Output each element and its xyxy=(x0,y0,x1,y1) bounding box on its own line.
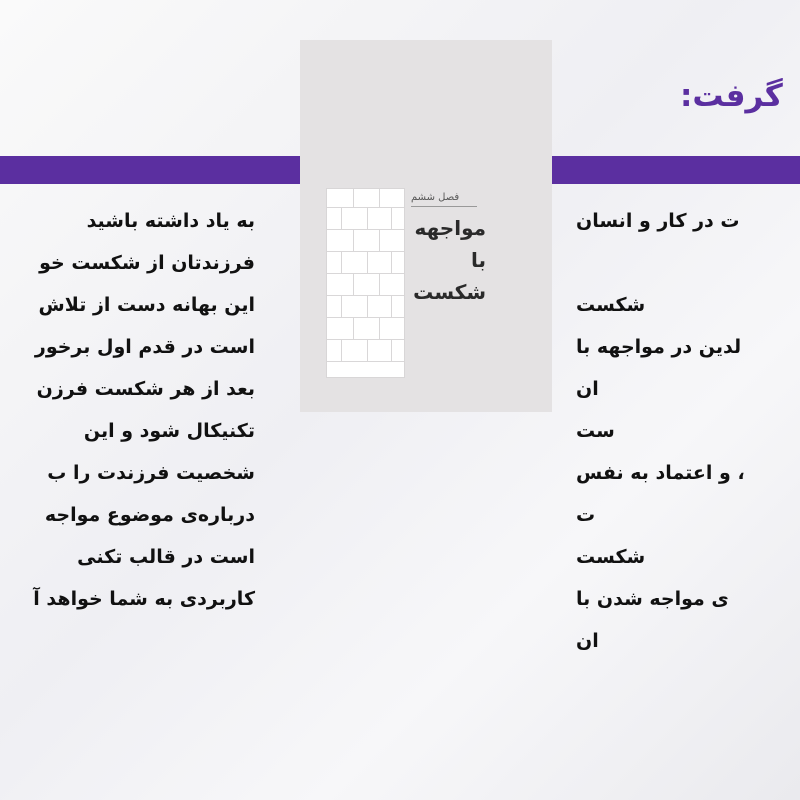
right-text-line: لدین در مواجهه با xyxy=(576,336,742,358)
left-text-line: بعد از هر شکست فرزن xyxy=(36,378,255,400)
left-text-line: به یاد داشته باشید xyxy=(86,210,255,232)
left-text-line: درباره‌ی موضوع مواجه xyxy=(44,504,255,526)
right-text-line: شکست xyxy=(576,294,646,316)
right-text-line: شکست xyxy=(576,546,646,568)
left-text-line: این بهانه دست از تلاش xyxy=(38,294,255,316)
book-chapter-label: فصل ششم xyxy=(411,192,460,203)
book-cover-brick-wall xyxy=(326,188,405,378)
right-text-line: ، و اعتماد به نفس xyxy=(576,462,745,484)
left-text-line: است در قدم اول برخور xyxy=(34,336,255,358)
left-text-line: تکنیکال شود و این xyxy=(83,420,255,442)
left-text-column xyxy=(0,210,293,650)
book-divider xyxy=(411,206,477,207)
book-title-line-2: با شکست xyxy=(413,248,486,304)
right-text-line: ی مواجه شدن با xyxy=(576,588,729,610)
right-text-line: ست xyxy=(576,420,615,442)
book-title-line-1: مواجهه xyxy=(414,216,486,240)
left-text-line: شخصیت فرزندت را ب xyxy=(47,462,255,484)
right-text-line: ان xyxy=(576,630,599,652)
left-text-line: فرزندتان از شکست خو xyxy=(39,252,255,274)
right-text-line: ت در کار و انسان xyxy=(576,210,740,232)
section-heading: گرفت: xyxy=(680,78,783,114)
left-text-line: کاربردی به شما خواهد آ xyxy=(33,588,255,610)
left-text-line: است در قالب تکنی xyxy=(77,546,255,568)
right-text-line: ان xyxy=(576,378,599,400)
right-text-column xyxy=(556,208,800,688)
book-title xyxy=(406,212,486,308)
right-text-line: ت xyxy=(576,504,596,526)
